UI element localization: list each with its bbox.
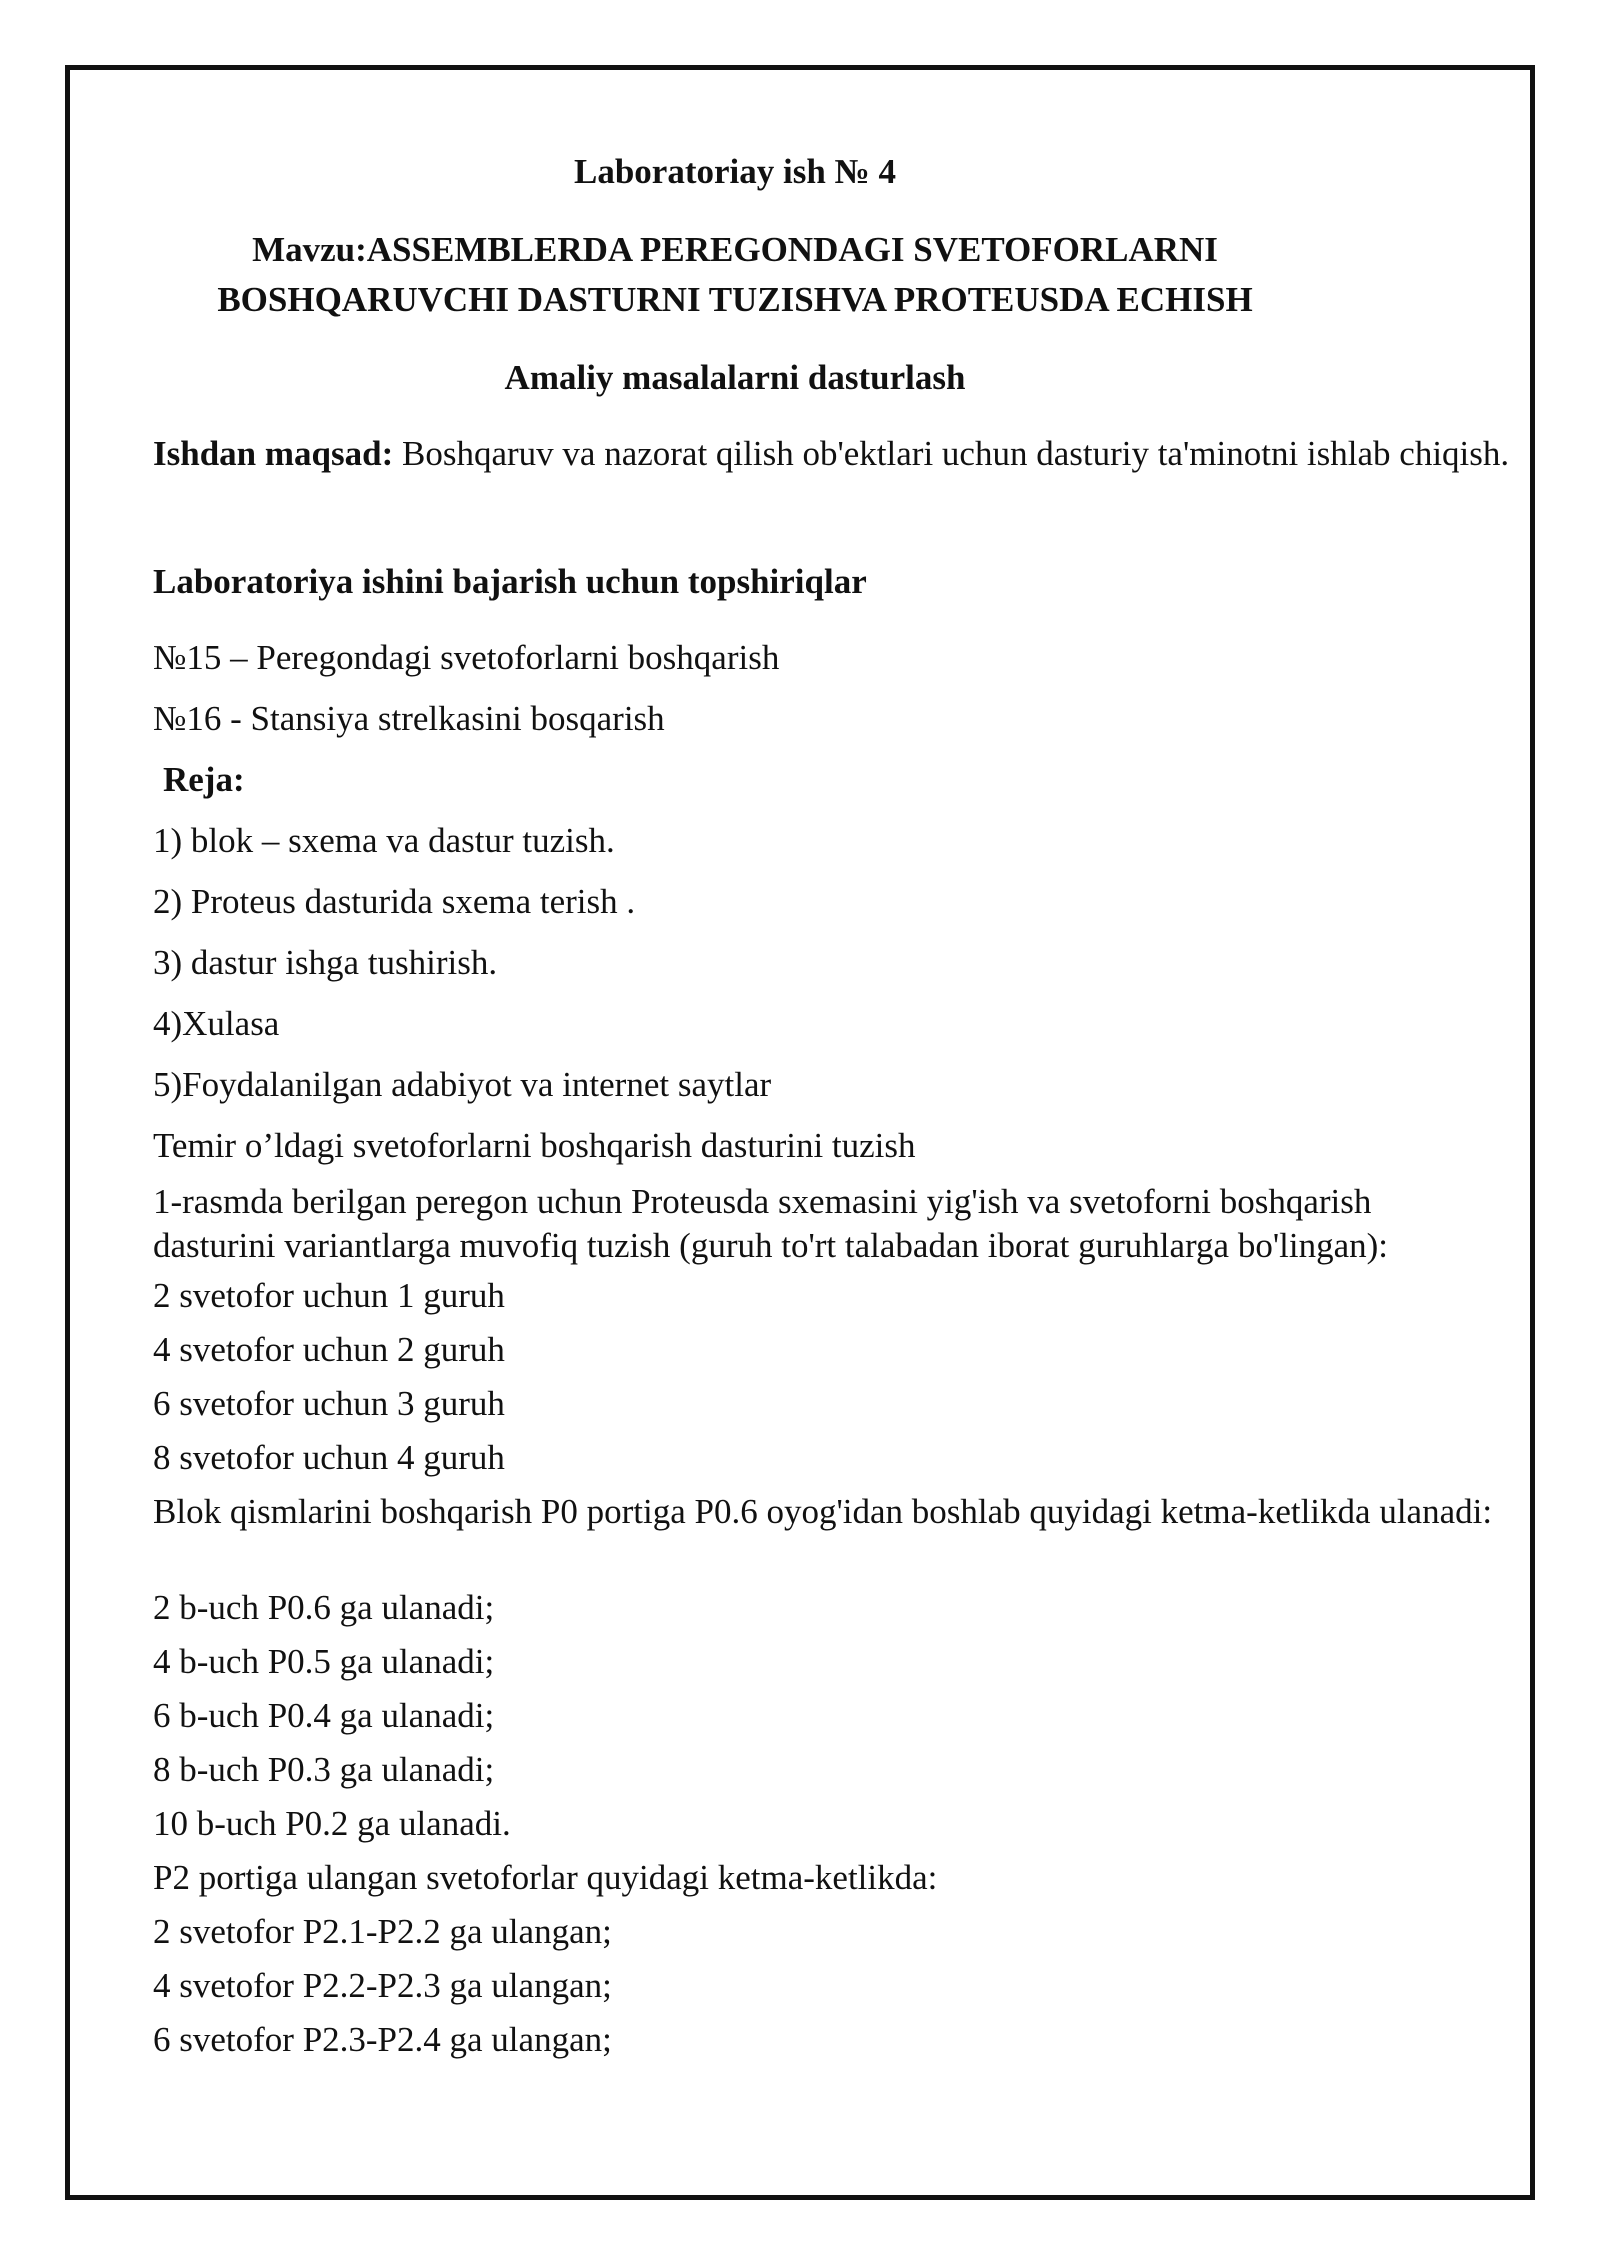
plan-item: 1) blok – sxema va dastur tuzish. — [153, 821, 615, 860]
goal-text: Boshqaruv va nazorat qilish ob'ektlari uchun dasturiy ta'minotni ishlab chiqish. — [393, 434, 1510, 473]
block-item: 2 b-uch P0.6 ga ulanadi; — [153, 1588, 495, 1627]
plan-item: 3) dastur ishga tushirish. — [153, 943, 498, 982]
section-title: Temir o’ldagi svetoforlarni boshqarish dasturini tuzish — [153, 1126, 916, 1165]
block-paragraph: Blok qismlarini boshqarish P0 portiga P0.6 oyog'idan boshlab quyidagi ketma-ketlikda ulanadi: — [153, 1492, 1493, 1531]
block-item: 10 b-uch P0.2 ga ulanadi. — [153, 1804, 511, 1843]
plan-heading: Reja: — [163, 760, 245, 799]
block-item: 8 b-uch P0.3 ga ulanadi; — [153, 1750, 495, 1789]
goal-paragraph — [153, 432, 1553, 476]
tasks-heading: Laboratoriya ishini bajarish uchun topshiriqlar — [153, 562, 867, 601]
signal-item: 2 svetofor P2.1-P2.2 ga ulangan; — [153, 1912, 612, 1951]
task-16: №16 - Stansiya strelkasini bosqarish — [153, 699, 665, 738]
group-item: 8 svetofor uchun 4 guruh — [153, 1438, 505, 1477]
p2-line: P2 portiga ulangan svetoforlar quyidagi ketma-ketlikda: — [153, 1858, 938, 1897]
plan-item: 2) Proteus dasturida sxema terish . — [153, 882, 636, 921]
goal-label: Ishdan maqsad: — [153, 434, 394, 473]
group-item: 4 svetofor uchun 2 guruh — [153, 1330, 505, 1369]
plan-item: 4)Xulasa — [153, 1004, 280, 1043]
plan-item: 5)Foydalanilgan adabiyot va internet saytlar — [153, 1065, 772, 1104]
topic-line-2: BOSHQARUVCHI DASTURNI TUZISHVA PROTEUSDA ECHISH — [217, 280, 1253, 319]
block-item: 6 b-uch P0.4 ga ulanadi; — [153, 1696, 495, 1735]
lab-title: Laboratoriay ish № 4 — [574, 152, 896, 191]
signal-item: 4 svetofor P2.2-P2.3 ga ulangan; — [153, 1966, 612, 2005]
task-15: №15 – Peregondagi svetoforlarni boshqarish — [153, 638, 780, 677]
subtitle: Amaliy masalalarni dasturlash — [504, 358, 966, 397]
signal-item: 6 svetofor P2.3-P2.4 ga ulangan; — [153, 2020, 612, 2059]
block-item: 4 b-uch P0.5 ga ulanadi; — [153, 1642, 495, 1681]
group-item: 6 svetofor uchun 3 guruh — [153, 1384, 505, 1423]
topic-line-1: Mavzu:ASSEMBLERDA PEREGONDAGI SVETOFORLARNI — [252, 230, 1218, 269]
group-item: 2 svetofor uchun 1 guruh — [153, 1276, 505, 1315]
intro-paragraph: 1-rasmda berilgan peregon uchun Proteusda sxemasini yig'ish va svetoforni boshqarish dasturini variantlarga muvofiq tuzish (guruh to'rt talabadan iborat guruhlarga bo'lingan): — [153, 1182, 1389, 1265]
